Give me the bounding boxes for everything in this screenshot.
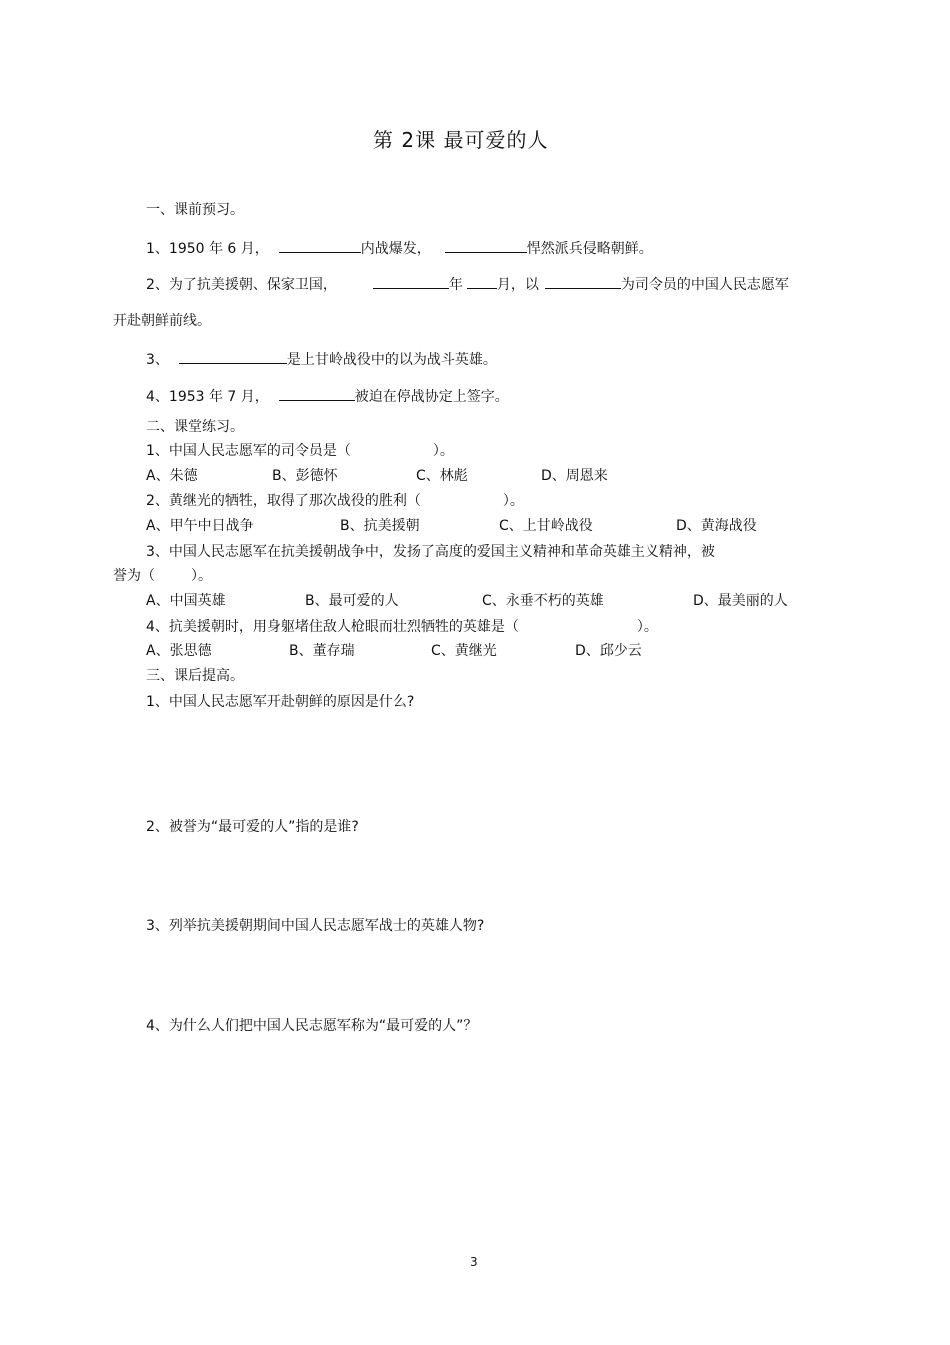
option-a[interactable]: A、朱德 [146,468,198,484]
option-b[interactable]: B、抗美援朝 [340,518,420,534]
preview-question-1: 1、1950 年 6 月， 内战爆发， 悍然派兵侵略朝鲜。 [146,238,653,258]
option-d[interactable]: D、黄海战役 [676,518,757,534]
answer-blank[interactable] [373,274,449,289]
answer-blank[interactable] [467,274,497,289]
answer-blank[interactable] [445,238,527,253]
option-c[interactable]: C、上甘岭战役 [499,518,593,534]
extension-question-2: 2、被誉为“最可爱的人”指的是谁? [146,819,359,835]
option-c[interactable]: C、永垂不朽的英雄 [482,593,604,609]
option-a[interactable]: A、中国英雄 [146,593,226,609]
option-b[interactable]: B、彭德怀 [272,468,338,484]
option-d[interactable]: D、周恩来 [541,468,608,484]
option-d[interactable]: D、最美丽的人 [693,593,788,609]
practice-question-4: 4、抗美援朝时，用身躯堵住敌人枪眼而壮烈牺牲的英雄是（ ）。 [146,619,658,635]
answer-blank[interactable] [545,274,621,289]
practice-question-2: 2、黄继光的牺牲，取得了那次战役的胜利（ ）。 [146,493,524,509]
section-heading-practice: 二、课堂练习。 [146,419,244,435]
extension-question-1: 1、中国人民志愿军开赴朝鲜的原因是什么? [146,694,415,710]
preview-question-2-continued: 开赴朝鲜前线。 [113,313,211,329]
section-heading-preview: 一、课前预习。 [146,202,244,218]
page-number: 3 [470,1255,478,1269]
preview-question-3: 3、 是上甘岭战役中的以为战斗英雄。 [146,349,497,369]
extension-question-4: 4、为什么人们把中国人民志愿军称为“最可爱的人”？ [146,1018,478,1034]
preview-question-4: 4、1953 年 7 月， 被迫在停战协定上签字。 [146,386,509,406]
option-c[interactable]: C、黄继光 [431,643,497,659]
option-a[interactable]: A、张思德 [146,643,212,659]
answer-blank[interactable] [179,349,287,364]
answer-blank[interactable] [279,238,361,253]
page-title: 第 2课 最可爱的人 [373,128,549,152]
practice-question-3: 3、中国人民志愿军在抗美援朝战争中，发扬了高度的爱国主义精神和革命英雄主义精神，被 [146,544,715,560]
practice-question-3-continued: 誉为（ ）。 [113,568,212,584]
option-a[interactable]: A、甲午中日战争 [146,518,254,534]
option-b[interactable]: B、董存瑞 [289,643,355,659]
preview-question-2: 2、为了抗美援朝、保家卫国， 年 月，以 为司令员的中国人民志愿军 [146,274,789,294]
option-c[interactable]: C、林彪 [416,468,468,484]
extension-question-3: 3、列举抗美援朝期间中国人民志愿军战士的英雄人物? [146,918,485,934]
option-b[interactable]: B、最可爱的人 [305,593,399,609]
section-heading-extension: 三、课后提高。 [146,668,244,684]
answer-blank[interactable] [279,386,355,401]
practice-question-1: 1、中国人民志愿军的司令员是（ ）。 [146,443,454,459]
option-d[interactable]: D、邱少云 [575,643,642,659]
